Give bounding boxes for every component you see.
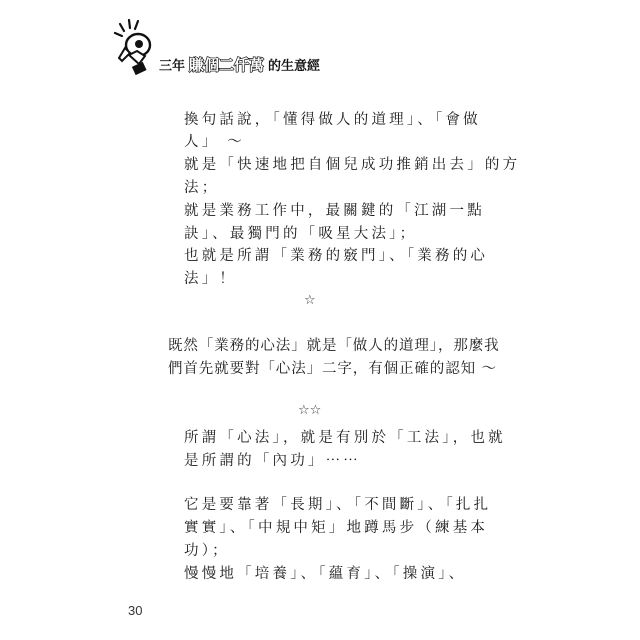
text-line: 實實」、「中規中矩」地蹲馬步（練基本	[184, 520, 489, 536]
text-line: 人」 ～	[184, 134, 245, 150]
text-line: 它是要靠著「長期」、「不間斷」、「扎扎	[184, 497, 492, 513]
text-line: 所謂「心法」，就是有別於「工法」，也就	[184, 430, 506, 446]
text-line: 們首先就要對「心法」二字，有個正確的認知 ～	[168, 361, 497, 377]
text-line: 就是「快速地把自個兒成功推銷出去」的方	[184, 157, 521, 173]
text-line: 既然「業務的心法」就是「做人的道理」，那麼我	[168, 338, 500, 354]
text-line: 法」！	[184, 271, 238, 287]
text-line: 是所謂的「內功」⋯⋯	[184, 453, 361, 469]
section-divider-star: ☆	[304, 293, 316, 308]
text-line: 功）；	[184, 543, 230, 559]
bulb-hand-logo	[113, 18, 159, 76]
text-line: 慢慢地「培養」、「蘊育」、「操演」、	[184, 566, 467, 582]
title-main: 賺個二仟萬	[189, 56, 265, 74]
book-title	[159, 54, 320, 75]
title-prefix: 三年	[159, 59, 186, 74]
text-line: 換句話說，「懂得做人的道理」、「會做	[184, 112, 481, 128]
text-line: 就是業務工作中，最關鍵的「江湖一點	[184, 203, 485, 219]
text-line: 也就是所謂「業務的竅門」、「業務的心	[184, 248, 489, 264]
running-header	[113, 18, 413, 78]
section-divider-stars: ☆☆	[298, 403, 322, 418]
page-number: 30	[128, 603, 143, 618]
title-suffix: 的生意經	[268, 59, 321, 74]
text-line: 法；	[184, 180, 220, 196]
text-line: 訣」、最獨門的「吸星大法」；	[184, 226, 418, 242]
